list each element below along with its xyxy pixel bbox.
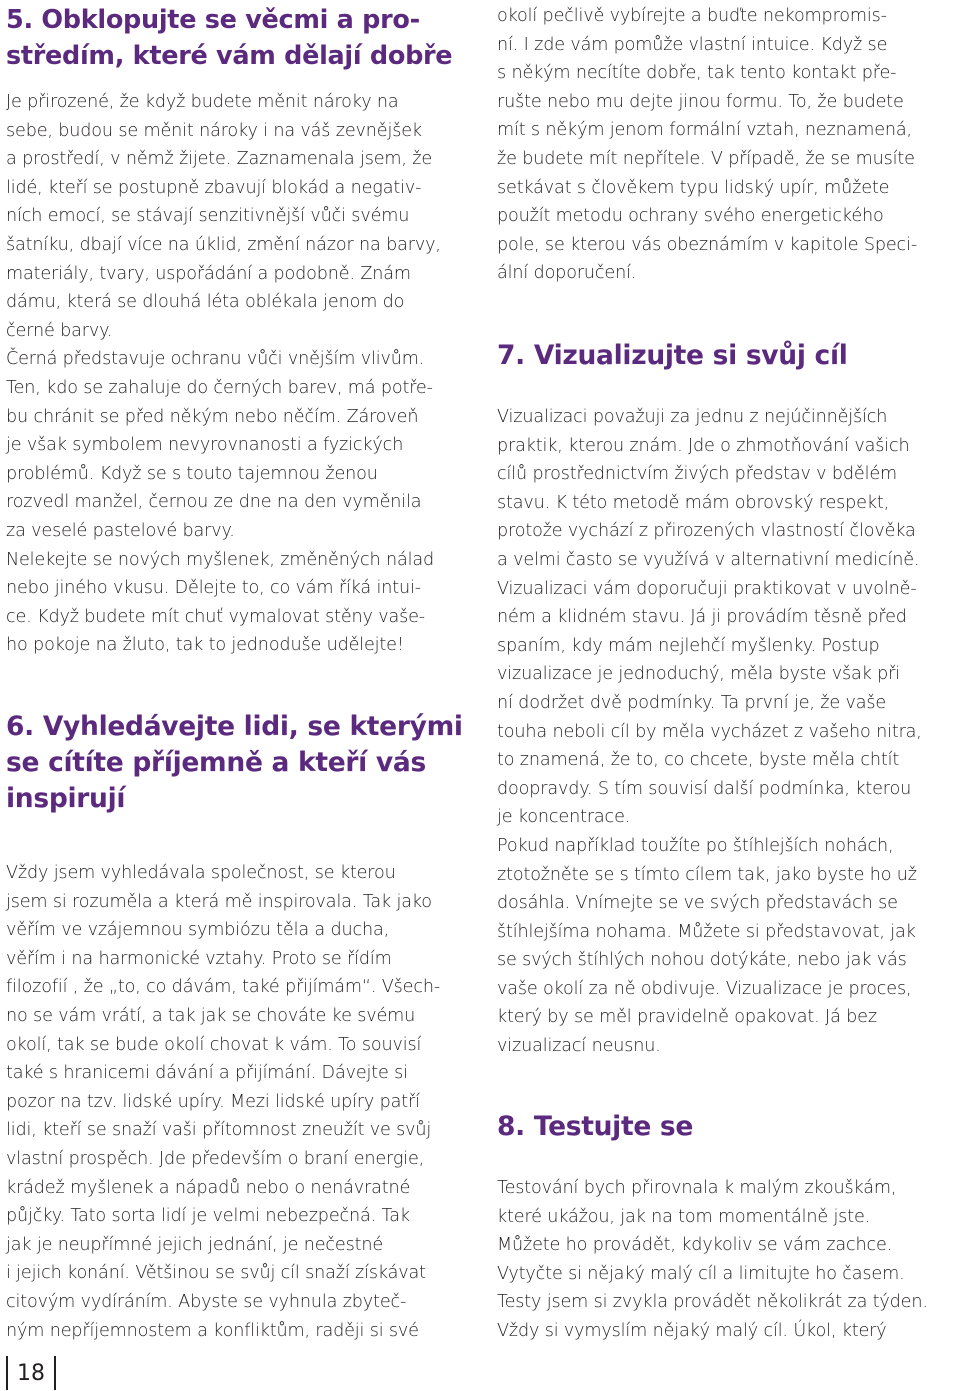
section-6-title-line: inspirují <box>6 783 126 814</box>
text-line: věřím i na harmonické vztahy. Proto se řídím <box>6 948 392 969</box>
text-line: cílů prostřednictvím živých představ v bdělém <box>497 464 898 485</box>
section-8-heading: 8. Testujte se <box>497 1111 694 1142</box>
text-line: Vizualizaci vám doporučuji praktikovat v uvolně- <box>497 578 917 599</box>
text-line: Vizualizaci považuji za jednu z nejúčinnějších <box>497 407 888 427</box>
text-line: spaním, kdy mám nejlehčí myšlenky. Postup <box>497 635 880 656</box>
text-line: Testování bych přirovnala k malým zkouškám, <box>497 1178 897 1198</box>
text-line: dámu, která se dlouhá léta oblékala jenom do <box>6 292 405 313</box>
text-line: nebo jiného vkusu. Dělejte to, co vám říká intui- <box>6 578 421 599</box>
section-7-body <box>497 403 922 1061</box>
section-8-title <box>497 1109 693 1145</box>
text-line: Je přirozené, že když budete měnit nároky na <box>6 92 399 112</box>
text-line: Vždy jsem vyhledávala společnost, se kterou <box>6 863 396 883</box>
text-line: ce. Když budete mít chuť vymalovat stěny vaše- <box>6 606 425 627</box>
text-line: rušte nebo mu dejte jinou formu. To, že budete <box>497 91 904 112</box>
text-line: se svých štíhlých nohou dotýkáte, nebo jak vás <box>497 950 907 971</box>
text-line: filozofií , že „to, co dávám, také přijímám“. Všech- <box>6 977 441 998</box>
continuation-text <box>497 2 917 288</box>
text-line: s někým necítíte dobře, tak tento kontakt pře- <box>497 63 897 84</box>
text-line: Můžete ho provádět, kdykoliv se vám zachce. <box>497 1235 893 1256</box>
text-line: ném a klidném stavu. Já ji provádím těsně před <box>497 607 907 628</box>
page-number-text: 18 <box>17 1360 45 1386</box>
text-line: ní dodržet dvě podmínky. Ta první je, že vaše <box>497 692 887 713</box>
text-line: také s hranicemi dávání a přijímání. Dávejte si <box>6 1063 408 1084</box>
section-6-title <box>6 709 463 817</box>
text-line: ních emocí, se stávají senzitivnější vůči svému <box>6 206 410 227</box>
text-line: ným nepříjemnostem a konfliktům, raději si své <box>6 1320 419 1341</box>
text-line: je koncentrace. <box>497 807 631 828</box>
text-line: stavu. K této metodě mám obrovský respekt, <box>497 492 890 513</box>
text-line: krádež myšlenek a nápadů nebo o nenávratné <box>6 1177 411 1198</box>
text-line: Ten, kdo se zahaluje do černých barev, má potře- <box>6 377 433 398</box>
text-line: setkávat s člověkem typu lidský upír, můžete <box>497 177 890 198</box>
text-line: které ukážou, jak na tom momentálně jste. <box>497 1206 871 1227</box>
text-line: který by se měl pravidelně opakovat. Já bez <box>497 1007 877 1028</box>
text-line: no se vám vrátí, a tak jak se chováte ke svému <box>6 1005 416 1026</box>
text-line: ální doporučení. <box>497 263 637 284</box>
text-line: citovým vydíráním. Abyste se vyhnula zbyteč- <box>6 1291 407 1312</box>
text-line: věřím ve vzájemnou symbiózu těla a ducha, <box>6 920 390 941</box>
text-line: že budete mít nepřítele. V případě, že se musíte <box>497 148 915 169</box>
text-line: protože vychází z přirozených vlastností člověka <box>497 521 916 542</box>
text-line: rozvedl manžel, černou ze dne na den vyměnila <box>6 492 422 513</box>
text-line: Vždy si vymyslím nějaký malý cíl. Úkol, který <box>497 1320 887 1341</box>
text-line: je však symbolem nevyrovnanosti a fyzických <box>6 435 404 456</box>
text-line: pole, se kterou vás obeznámím v kapitole Speci- <box>497 234 918 255</box>
text-line: jak je neupřímné jejich jednání, je nečestné <box>6 1234 384 1255</box>
section-8-body <box>497 1174 928 1346</box>
page-number-right-rule <box>54 1356 56 1390</box>
text-line: praktik, kterou znám. Jde o zhmotňování vašich <box>497 435 910 456</box>
section-6-body <box>6 859 440 1345</box>
text-line: lidé, kteří se postupně zbavují blokád a negativ- <box>6 177 422 198</box>
text-line: pozor na tzv. lidské upíry. Mezi lidské upíry patří <box>6 1091 420 1112</box>
text-line: Černá představuje ochranu vůči vnějším vlivům. <box>6 349 425 370</box>
section-5-title-line: 5. Obklopujte se věcmi a pro- <box>6 5 420 35</box>
section-5-body <box>6 88 441 660</box>
text-line: šatníku, dbají více na úklid, změní názor na barvy, <box>6 234 441 255</box>
section-6-title-line: 6. Vyhledávejte lidi, se kterými <box>6 711 463 742</box>
text-line: štíhlejšíma nohama. Můžete si představovat, jak <box>497 921 916 942</box>
text-line: bu chránit se před někým nebo něčím. Zároveň <box>6 406 419 427</box>
text-line: ztotožněte se s tímto cílem tak, jako byste ho už <box>497 864 917 885</box>
text-line: ho pokoje na žluto, tak to jednoduše udělejte! <box>6 635 404 656</box>
text-line: jsem si rozuměla a která mě inspirovala. Tak jako <box>6 891 432 912</box>
text-line: problémů. Když se s touto tajemnou ženou <box>6 463 378 484</box>
text-line: za veselé pastelové barvy. <box>6 520 235 541</box>
section-5-title <box>6 2 452 74</box>
text-line: doopravdy. S tím souvisí další podmínka, kterou <box>497 778 912 799</box>
text-line: Nelekejte se nových myšlenek, změněných nálad <box>6 549 434 570</box>
text-line: vaše okolí za ně obdivuje. Vizualizace je proces, <box>497 978 912 999</box>
text-line: to znamená, že to, co chcete, byste měla chtít <box>497 750 900 771</box>
text-line: vizualizace je jednoduchý, měla byste však při <box>497 664 901 685</box>
text-line: Vytyčte si nějaký malý cíl a limitujte ho časem. <box>497 1263 905 1284</box>
text-line: dosáhla. Vnímejte se ve svých představách se <box>497 893 898 914</box>
text-line: a velmi často se využívá v alternativní medicíně. <box>497 549 920 570</box>
section-6-title-line: se cítíte příjemně a kteří vás <box>6 747 426 778</box>
section-5-title-line: středím, které vám dělají dobře <box>6 41 453 71</box>
text-line: i jejich konání. Většinou se svůj cíl snaží získávat <box>6 1263 426 1284</box>
text-line: touha neboli cíl by měla vycházet z vašeho nitra, <box>497 721 922 742</box>
text-line: sebe, budou se měnit nároky i na váš zevnějšek <box>6 120 422 141</box>
section-7-heading: 7. Vizualizujte si svůj cíl <box>497 340 848 371</box>
text-line: materiály, tvary, uspořádání a podobně. Znám <box>6 263 411 284</box>
text-line: vlastní prospěch. Jde především o braní energie, <box>6 1148 425 1169</box>
text-line: lidi, kteří se snaží vaši přítomnost zneužít ve svůj <box>6 1120 432 1141</box>
text-line: Testy jsem si zvykla provádět několikrát za týden. <box>497 1292 928 1313</box>
text-line: okolí, tak se bude okolí chovat k vám. To souvisí <box>6 1034 422 1055</box>
text-line: Pokud například toužíte po štíhlejších nohách, <box>497 835 894 856</box>
text-line: mít s někým jenom formální vztah, neznamená, <box>497 120 912 141</box>
text-line: a prostředí, v němž žijete. Zaznamenala jsem, že <box>6 149 433 170</box>
page-number <box>6 1355 56 1391</box>
text-line: černé barvy. <box>6 320 113 341</box>
text-line: okolí pečlivě vybírejte a buďte nekompromis- <box>497 6 887 26</box>
text-line: vizualizací neusnu. <box>497 1036 661 1057</box>
section-7-title <box>497 338 848 374</box>
text-line: použít metodu ochrany svého energetického <box>497 206 884 227</box>
text-line: půjčky. Tato sorta lidí je velmi nebezpečná. Tak <box>6 1206 410 1227</box>
text-line: ní. I zde vám pomůže vlastní intuice. Když se <box>497 34 888 55</box>
